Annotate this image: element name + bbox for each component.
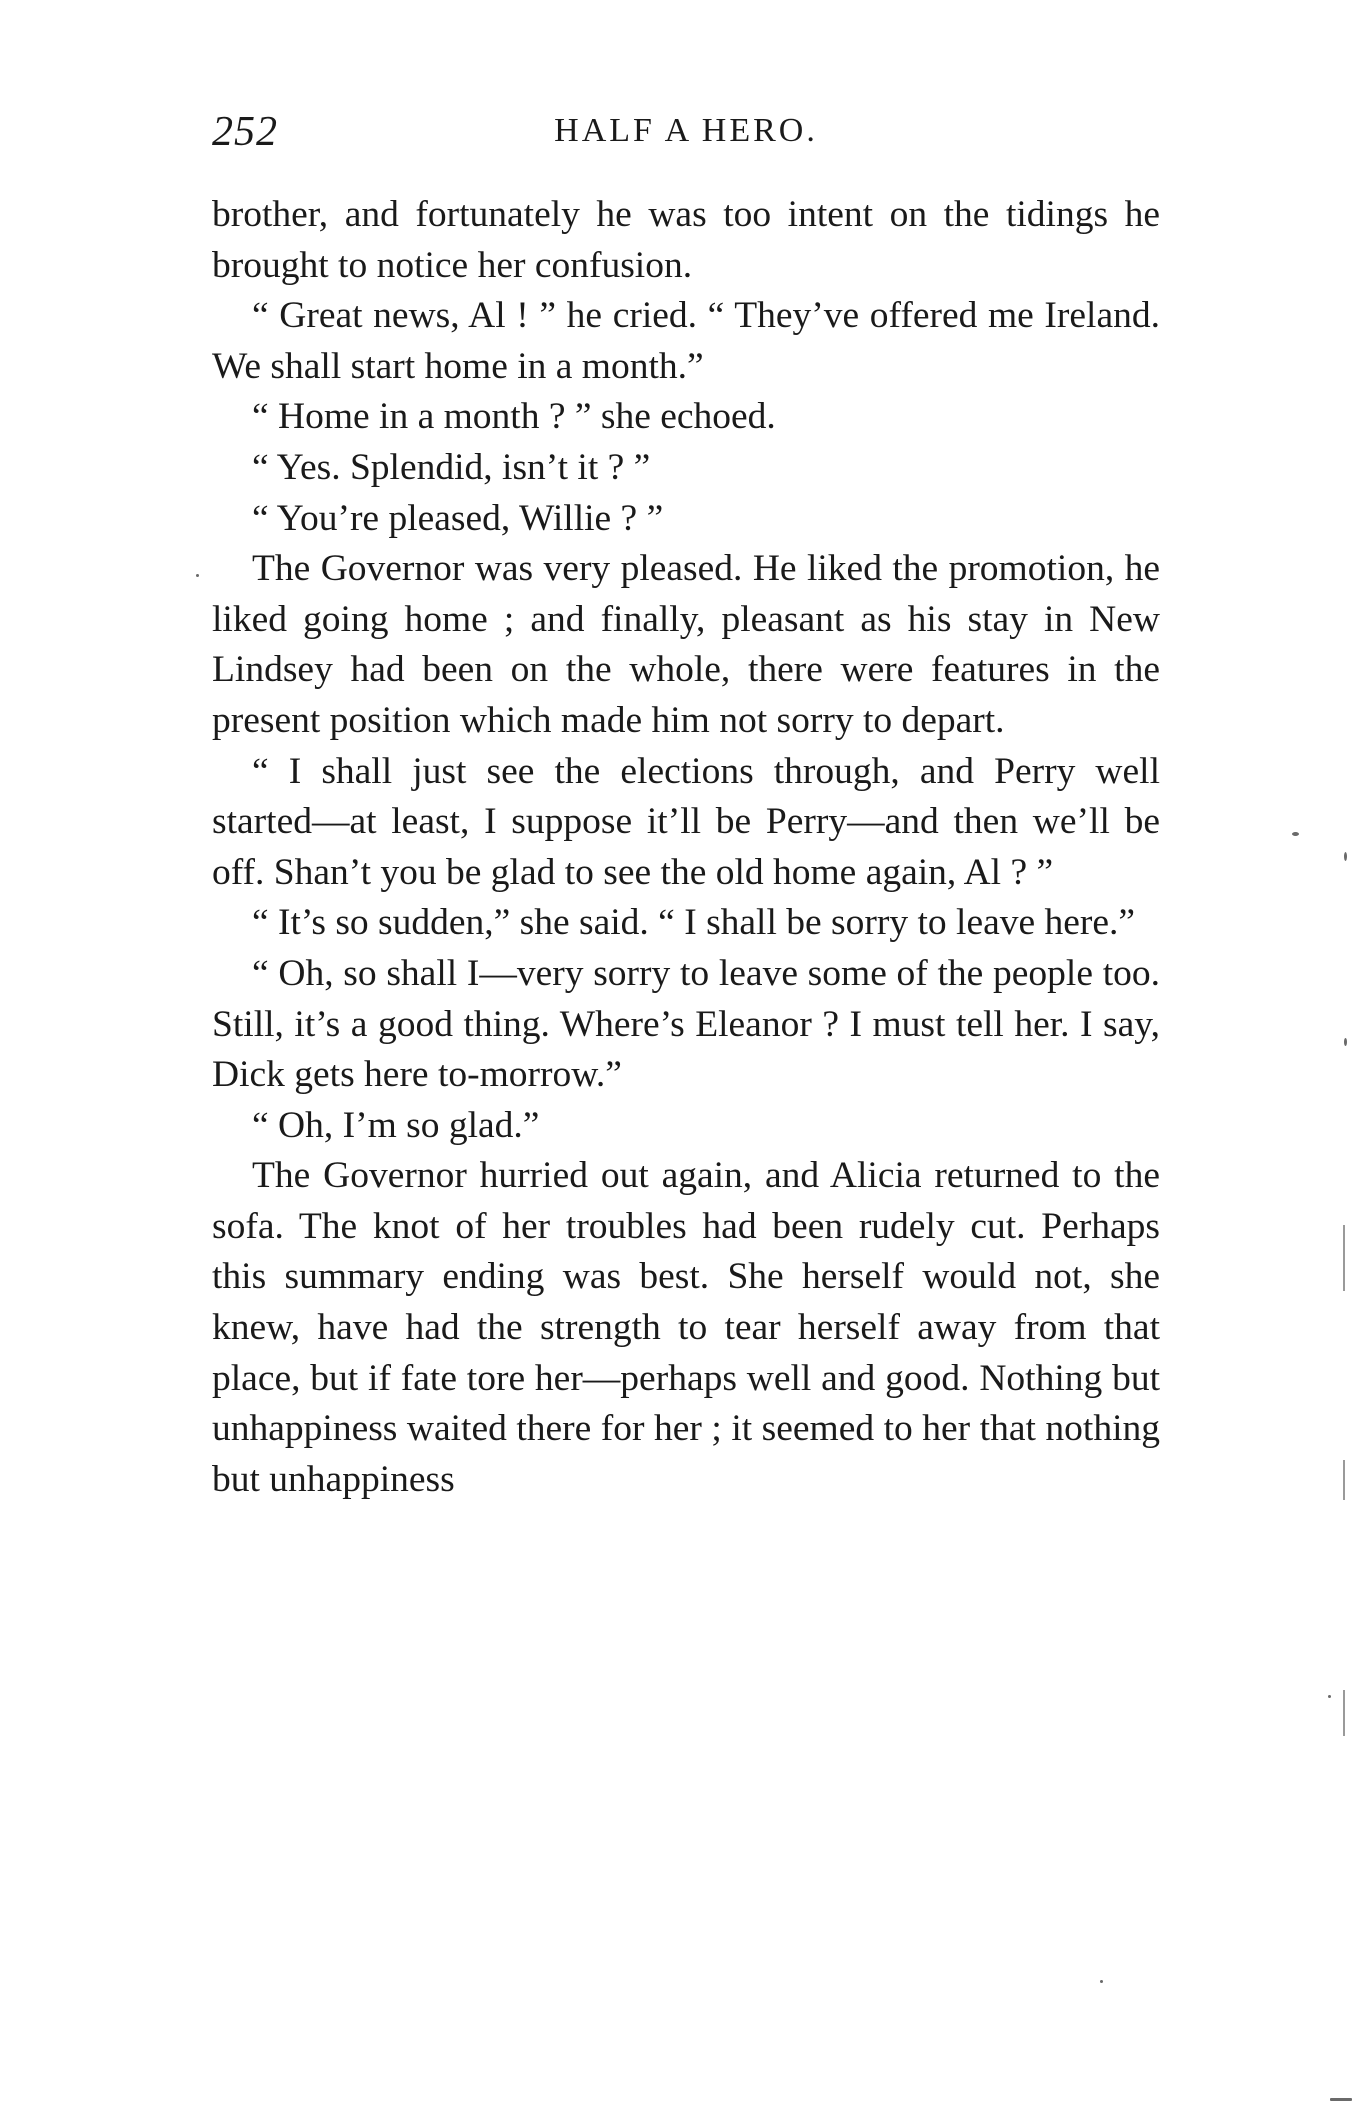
- paragraph: “ You’re pleased, Willie ? ”: [252, 497, 664, 539]
- paragraph: “ It’s so sudden,” she said. “ I shall be sorry to leave here.”: [252, 902, 1136, 944]
- body-text: [212, 190, 1160, 1505]
- scan-mark: [1343, 1690, 1345, 1736]
- scan-speck: [196, 574, 199, 577]
- page-number: 252: [212, 109, 278, 155]
- paragraph: “ Oh, I’m so glad.”: [252, 1104, 540, 1146]
- scan-speck: [1328, 1695, 1331, 1698]
- page-header: [212, 108, 1160, 164]
- paragraph: The Governor hurried out again, and Alicia returned to the sofa. The knot of her troubles had been rudely cut. Perhaps this summary ending was best. She herself would not, she knew, have had the strength to tear herself away from that place, but if fate tore her—perhaps well and good. Nothing but unhappiness waited there for her ; it seemed to her that nothing but unhappiness: [212, 1155, 1160, 1500]
- scan-speck: [1330, 2098, 1352, 2101]
- paragraph: “ Yes. Splendid, isn’t it ? ”: [252, 446, 651, 488]
- scan-speck: [1100, 1980, 1103, 1983]
- scan-speck: [1292, 832, 1299, 836]
- paragraph: “ Great news, Al ! ” he cried. “ They’ve offered me Ireland. We shall start home in a month.”: [212, 295, 1160, 387]
- scan-speck: [1344, 852, 1347, 861]
- running-title: HALF A HERO.: [554, 112, 818, 149]
- scan-mark: [1343, 1225, 1345, 1291]
- paragraph: brother, and fortunately he was too intent on the tidings he brought to notice her confusion.: [212, 194, 1160, 286]
- paragraph: The Governor was very pleased. He liked the promotion, he liked going home ; and finally, pleasant as his stay in New Lindsey had been on the whole, there were features in the present position which made him not sorry to depart.: [212, 548, 1160, 741]
- scan-speck: [1344, 1038, 1347, 1046]
- scan-mark: [1343, 1460, 1345, 1500]
- paragraph: “ I shall just see the elections through, and Perry well started—at least, I suppose it’ll be Perry—and then we’ll be off. Shan’t you be glad to see the old home again, Al ? ”: [212, 750, 1160, 893]
- paragraph: “ Home in a month ? ” she echoed.: [252, 396, 776, 438]
- paragraph: “ Oh, so shall I—very sorry to leave some of the people too. Still, it’s a good thing. Where’s Eleanor ? I must tell her. I say, Dick gets here to-morrow.”: [212, 952, 1160, 1096]
